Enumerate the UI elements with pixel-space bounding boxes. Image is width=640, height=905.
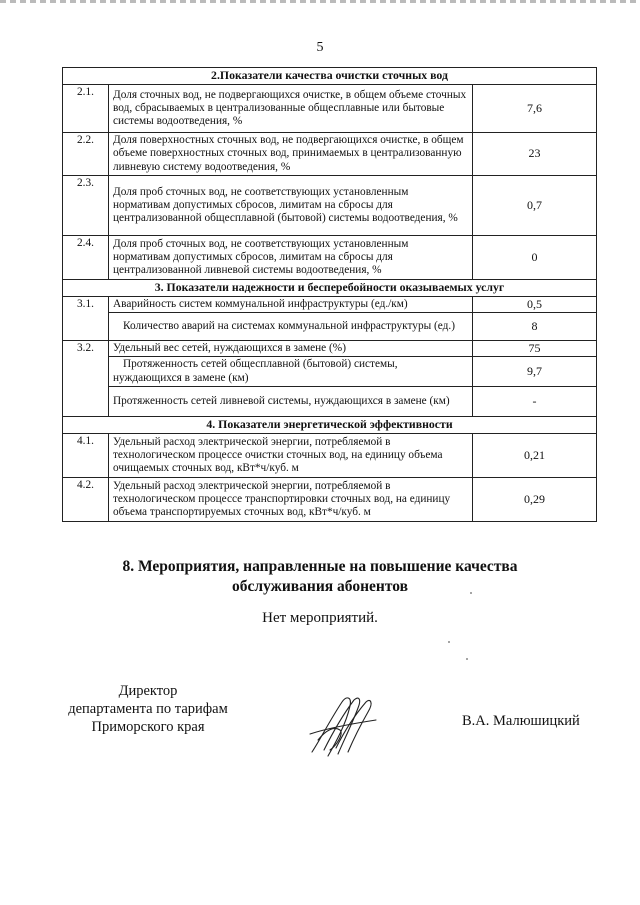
scan-speck: [470, 592, 472, 594]
section-8-title-line: 8. Мероприятия, направленные на повышение качества: [122, 558, 518, 575]
section-header-row: [63, 417, 597, 434]
position-line: Приморского края: [91, 719, 205, 735]
section-2-title: 2.Показатели качества очистки сточных вод: [63, 68, 597, 85]
table-row: [63, 133, 597, 176]
table-row: [63, 357, 597, 387]
row-number: 2.2.: [63, 133, 109, 176]
row-description: Удельный вес сетей, нуждающихся в замене (%): [109, 341, 473, 357]
signatory-position: [58, 682, 238, 736]
row-value: -: [473, 387, 597, 417]
position-line: Директор: [118, 683, 178, 699]
section-4-title: 4. Показатели энергетической эффективности: [63, 417, 597, 434]
row-value: 23: [473, 133, 597, 176]
row-description: Количество аварий на системах коммунальной инфраструктуры (ед.): [109, 313, 473, 341]
scan-speck: [448, 641, 450, 643]
row-number: 2.3.: [63, 176, 109, 236]
table-row: [63, 313, 597, 341]
row-description: Аварийность систем коммунальной инфраструктуры (ед./км): [109, 297, 473, 313]
section-header-row: [63, 68, 597, 85]
section-header-row: [63, 280, 597, 297]
table-row: [63, 387, 597, 417]
row-number: 4.1.: [63, 434, 109, 478]
row-description: Доля поверхностных сточных вод, не подвергающихся очистке, в общем объеме поверхностных сточных вод, принимаемых в централизованную ливневую систему водоотведения, %: [109, 133, 473, 176]
row-number: 3.1.: [63, 297, 109, 341]
row-description: Удельный расход электрической энергии, потребляемой в технологическом процессе очистки сточных вод, на единицу объема очищаемых сточных вод, кВт*ч/куб. м: [109, 434, 473, 478]
no-measures-text: Нет мероприятий.: [262, 610, 378, 626]
row-value: 0,5: [473, 297, 597, 313]
section-8-heading: [0, 557, 640, 597]
row-description: Доля сточных вод, не подвергающихся очистке, в общем объеме сточных вод, сбрасываемых в централизованные общесплавные или бытовые системы водоотведения, %: [109, 85, 473, 133]
table-row: [63, 176, 597, 236]
row-value: 0,7: [473, 176, 597, 236]
handwritten-signature: [306, 690, 381, 760]
row-number: 4.2.: [63, 478, 109, 522]
table-row: [63, 236, 597, 280]
row-description: Протяженность сетей ливневой системы, нуждающихся в замене (км): [109, 387, 473, 417]
position-line: департамента по тарифам: [68, 701, 228, 717]
table-row: [63, 434, 597, 478]
scan-speck: [466, 658, 468, 660]
indicators-table: [62, 67, 597, 522]
row-description: Протяженность сетей общесплавной (бытовой) системы, нуждающихся в замене (км): [109, 357, 473, 387]
row-number: 2.4.: [63, 236, 109, 280]
table-row: [63, 85, 597, 133]
row-description: Доля проб сточных вод, не соответствующих установленным нормативам допустимых сбросов, лимитам на сбросы для централизованной общесплавной (бытовой) системы водоотведения, %: [109, 176, 473, 236]
table-row: [63, 341, 597, 357]
section-8-title-line: обслуживания абонентов: [232, 578, 408, 595]
table-row: [63, 478, 597, 522]
row-description: Удельный расход электрической энергии, потребляемой в технологическом процессе транспортировки сточных вод, на единицу объема транспортируемых сточных вод, кВт*ч/куб. м: [109, 478, 473, 522]
row-value: 75: [473, 341, 597, 357]
row-value: 0,29: [473, 478, 597, 522]
table-row: [63, 297, 597, 313]
row-number: 2.1.: [63, 85, 109, 133]
row-description: Доля проб сточных вод, не соответствующих установленным нормативам допустимых сбросов, лимитам на сбросы для централизованной ливневой системы водоотведения, %: [109, 236, 473, 280]
page-number: 5: [316, 40, 324, 55]
row-value: 7,6: [473, 85, 597, 133]
row-number: 3.2.: [63, 341, 109, 417]
section-3-title: 3. Показатели надежности и бесперебойности оказываемых услуг: [63, 280, 597, 297]
row-value: 0: [473, 236, 597, 280]
row-value: 0,21: [473, 434, 597, 478]
scan-top-edge: [0, 0, 640, 3]
signatory-name: В.А. Малюшицкий: [462, 713, 580, 729]
row-value: 8: [473, 313, 597, 341]
row-value: 9,7: [473, 357, 597, 387]
